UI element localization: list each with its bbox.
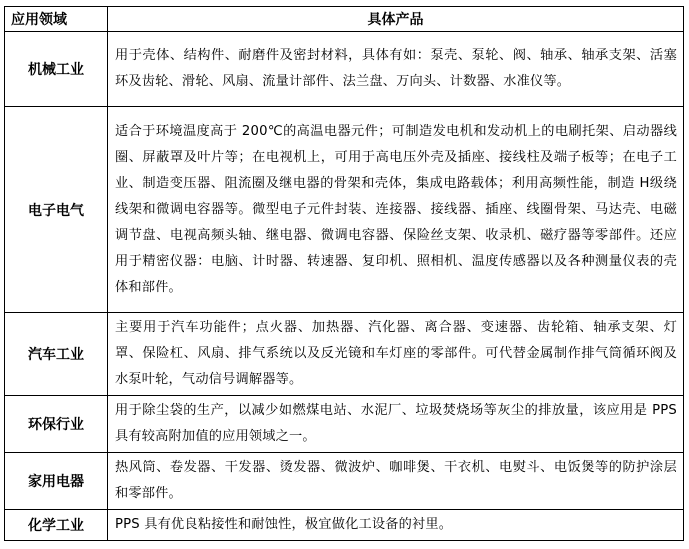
row-field-chemical: 化学工业: [5, 510, 108, 541]
table-row: [5, 510, 684, 541]
table-row: [5, 396, 684, 453]
row-field-machinery: 机械工业: [5, 32, 108, 107]
row-desc-environmental: 用于除尘袋的生产，以减少如燃煤电站、水泥厂、垃圾焚烧场等灰尘的排放量，该应用是 PPS 具有较高附加值的应用领域之一。: [108, 396, 684, 453]
row-desc-machinery: 用于壳体、结构件、耐磨件及密封材料，具体有如：泵壳、泵轮、阀、轴承、轴承支架、活塞环及齿轮、滑轮、风扇、流量计部件、法兰盘、万向头、计数器、水准仪等。: [108, 32, 684, 107]
row-desc-appliances: 热风筒、卷发器、干发器、烫发器、微波炉、咖啡煲、干衣机、电熨斗、电饭煲等的防护涂层和零部件。: [108, 453, 684, 510]
row-desc-chemical: PPS 具有优良粘接性和耐蚀性，极宜做化工设备的衬里。: [108, 510, 684, 541]
table-header-row: [5, 7, 684, 32]
row-field-environmental: 环保行业: [5, 396, 108, 453]
row-field-automotive: 汽车工业: [5, 313, 108, 396]
row-field-electronics: 电子电气: [5, 107, 108, 313]
header-field: 应用领域: [5, 7, 108, 32]
row-desc-electronics: 适合于环境温度高于 200℃的高温电器元件；可制造发电机和发动机上的电刷托架、启动器线圈、屏蔽罩及叶片等；在电视机上，可用于高电压外壳及插座、接线柱及端子板等；在电子工业、制造变压器、阻流圈及继电器的骨架和壳体，集成电路载体；利用高频性能，制造 H级绕线架和微调电容器等。微型电子元件封装、连接器、接线器、插座、线圈骨架、马达壳、电磁调节盘、电视高频头轴、继电器、微调电容器、保险丝支架、收录机、磁疗器等零部件。还应用于精密仪器：电脑、计时器、转速器、复印机、照相机、温度传感器以及各种测量仪表的壳体和部件。: [108, 107, 684, 313]
header-products: 具体产品: [108, 7, 684, 32]
row-desc-automotive: 主要用于汽车功能件；点火器、加热器、汽化器、离合器、变速器、齿轮箱、轴承支架、灯罩、保险杠、风扇、排气系统以及反光镜和车灯座的零部件。可代替金属制作排气筒循环阀及水泵叶轮，气动信号调解器等。: [108, 313, 684, 396]
table-row: [5, 453, 684, 510]
table-row: [5, 313, 684, 396]
table-row: [5, 107, 684, 313]
application-table: [4, 6, 684, 541]
table-row: [5, 32, 684, 107]
row-field-appliances: 家用电器: [5, 453, 108, 510]
